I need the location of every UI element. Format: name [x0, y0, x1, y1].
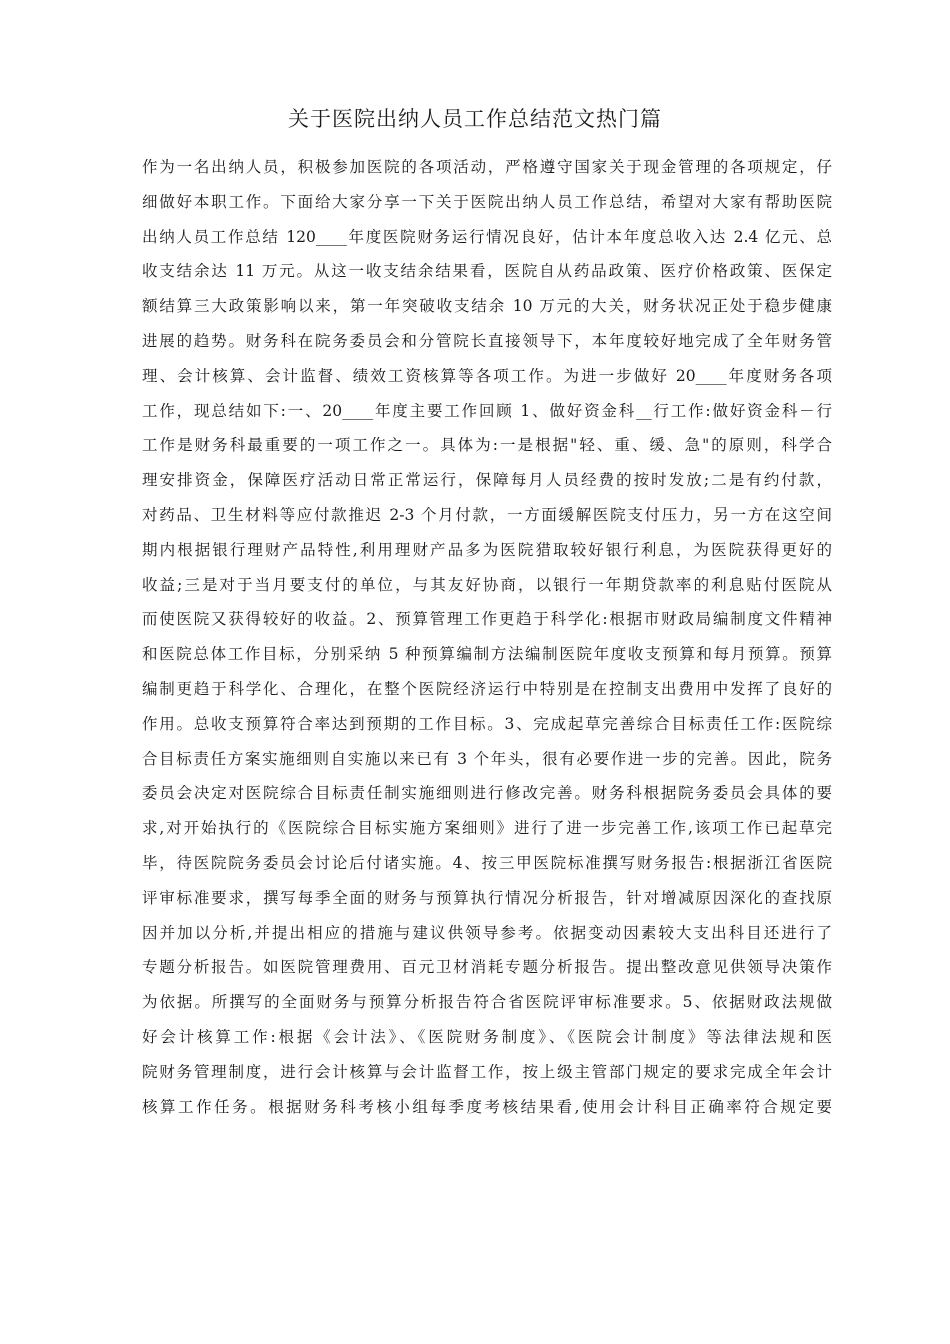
body-line: 合目标责任方案实施细则自实施以来已有 3 个年头，很有必要作进一步的完善。因此，院务	[142, 749, 832, 768]
body-line: 作为一名出纳人员，积极参加医院的各项活动，严格遵守国家关于现金管理的各项规定，仔	[142, 158, 832, 176]
body-line: 好会计核算工作:根据《会计法》、《医院财务制度》、《医院会计制度》等法律法规和医	[142, 1027, 832, 1046]
body-line: 收支结余达 11 万元。从这一收支结余结果看，医院自从药品政策、医疗价格政策、医保定	[142, 262, 832, 281]
document-title: 关于医院出纳人员工作总结范文热门篇	[288, 107, 662, 131]
document-body	[142, 150, 832, 1124]
body-line: 额结算三大政策影响以来，第一年突破收支结余 10 万元的大关，财务状况正处于稳步健康	[142, 297, 832, 316]
body-line: 和医院总体工作目标，分别采纳 5 种预算编制方法编制医院年度收支预算和每月预算。预算	[142, 645, 832, 664]
body-line: 收益;三是对于当月要支付的单位，与其友好协商，以银行一年期贷款率的利息贴付医院从	[142, 575, 832, 594]
body-line: 细做好本职工作。下面给大家分享一下关于医院出纳人员工作总结，希望对大家有帮助医院	[142, 192, 832, 211]
body-line: 对药品、卫生材料等应付款推迟 2-3 个月付款，一方面缓解医院支付压力，另一方在这空间	[142, 505, 832, 524]
body-line: 工作是财务科最重要的一项工作之一。具体为:一是根据"轻、重、缓、急"的原则，科学合	[142, 436, 832, 455]
body-line: 为依据。所撰写的全面财务与预算分析报告符合省医院评审标准要求。5、依据财政法规做	[142, 993, 832, 1012]
body-line: 毕，待医院院务委员会讨论后付诸实施。4、按三甲医院标准撰写财务报告:根据浙江省医院	[142, 853, 832, 872]
body-line: 理安排资金，保障医疗活动日常正常运行，保障每月人员经费的按时发放;二是有约付款，	[142, 471, 832, 490]
body-line: 理、会计核算、会计监督、绩效工资核算等各项工作。为进一步做好 20____年度财务各项	[142, 366, 832, 385]
body-line: 进展的趋势。财务科在院务委员会和分管院长直接领导下，本年度较好地完成了全年财务管	[142, 331, 832, 350]
body-line: 期内根据银行理财产品特性,利用理财产品多为医院猎取较好银行利息，为医院获得更好的	[142, 540, 832, 559]
body-line: 专题分析报告。如医院管理费用、百元卫材消耗专题分析报告。提出整改意见供领导决策作	[142, 958, 832, 977]
body-line: 而使医院又获得较好的收益。2、预算管理工作更趋于科学化:根据市财政局编制度文件精神	[142, 610, 832, 629]
body-line: 编制更趋于科学化、合理化，在整个医院经济运行中特别是在控制支出费用中发挥了良好的	[142, 679, 832, 698]
body-line: 因并加以分析,并提出相应的措施与建议供领导参考。依据变动因素较大支出科目还进行了	[142, 923, 832, 942]
body-line: 出纳人员工作总结 120____年度医院财务运行情况良好，估计本年度总收入达 2.4 亿元、总	[142, 227, 832, 246]
body-line: 委员会决定对医院综合目标责任制实施细则进行修改完善。财务科根据院务委员会具体的要	[142, 784, 832, 803]
body-line: 评审标准要求，撰写每季全面的财务与预算执行情况分析报告，针对增减原因深化的查找原	[142, 888, 832, 907]
body-line: 求,对开始执行的《医院综合目标实施方案细则》进行了进一步完善工作,该项工作已起草完	[142, 819, 832, 838]
body-line: 院财务管理制度，进行会计核算与会计监督工作，按上级主管部门规定的要求完成全年会计	[142, 1062, 832, 1081]
body-line: 作用。总收支预算符合率达到预期的工作目标。3、完成起草完善综合目标责任工作:医院综	[142, 714, 832, 733]
body-line: 核算工作任务。根据财务科考核小组每季度考核结果看,使用会计科目正确率符合规定要	[142, 1097, 832, 1116]
body-line: 工作，现总结如下:一、20____年度主要工作回顾 1、做好资金科__行工作:做好资金科－行	[142, 401, 832, 420]
